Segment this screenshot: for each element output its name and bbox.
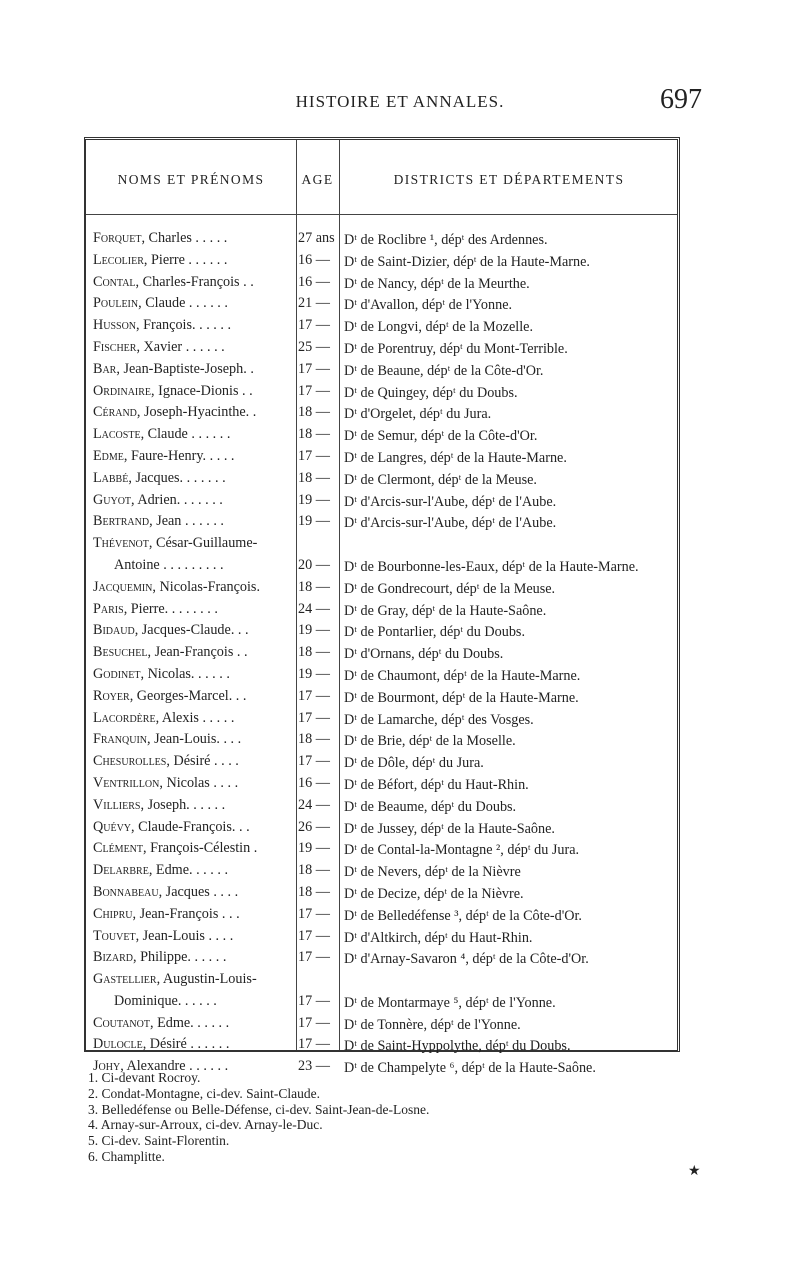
surname: Dulocle (93, 1036, 143, 1053)
surname: Bertrand (93, 513, 150, 530)
footnote: 2. Condat-Montagne, ci-dev. Saint-Claude. (88, 1085, 320, 1101)
age: 17 — (298, 1014, 330, 1031)
surname: Labbé (93, 469, 129, 486)
footnote: 1. Ci-devant Rocroy. (88, 1070, 201, 1085)
person-name (93, 971, 293, 988)
age: 17 — (298, 382, 330, 399)
age: 18 — (298, 644, 330, 661)
district: Dᵗ de Beaume, dépᵗ du Doubs. (344, 798, 517, 815)
given-names: , Nicolas. . . . . . (140, 665, 230, 682)
person-name (93, 622, 293, 639)
table-row (86, 404, 677, 426)
given-names: , Jean . . . . . . (149, 513, 224, 530)
page-number: 697 (660, 84, 702, 115)
footnote: 6. Champlitte. (88, 1148, 165, 1164)
given-names: , Claude . . . . . . (140, 426, 231, 443)
district: Dᵗ de Brie, dépᵗ de la Moselle. (344, 733, 516, 750)
age: 17 — (298, 709, 330, 726)
given-names: , Alexandre . . . . . . (120, 1058, 229, 1075)
table-row (86, 513, 677, 535)
surname: Royer (93, 687, 130, 704)
given-names: , Philippe. . . . . . (133, 949, 227, 966)
given-names: , César-Guillaume- (148, 535, 258, 552)
district: Dᵗ d'Arnay-Savaron ⁴, dépᵗ de la Côte-d'Or. (344, 951, 589, 968)
surname: Bar (93, 360, 117, 377)
table-row (86, 949, 677, 971)
surname: Chipru (93, 905, 133, 922)
surname: Bonnabeau (93, 883, 159, 900)
surname: Contal (93, 273, 136, 290)
table-row (86, 426, 677, 448)
given-names: , Jean-François . . . (132, 905, 240, 922)
surname: Clément (93, 840, 144, 857)
given-names: , Adrien. . . . . . . (131, 491, 223, 508)
given-names: , Faure-Henry. . . . . (123, 447, 235, 464)
table-row (86, 361, 677, 383)
district: Dᵗ de Champelyte ⁶, dépᵗ de la Haute-Saône. (344, 1060, 596, 1077)
table-row (86, 1015, 677, 1037)
given-names: , François-Célestin . (143, 840, 258, 857)
district: Dᵗ d'Orgelet, dépᵗ du Jura. (344, 406, 492, 423)
age: 17 — (298, 317, 330, 334)
district: Dᵗ de Dôle, dépᵗ du Jura. (344, 755, 484, 772)
table-body (86, 230, 677, 1080)
age: 26 — (298, 818, 330, 835)
table-row (86, 797, 677, 819)
table-row (86, 731, 677, 753)
person-name (93, 906, 293, 923)
surname: Jacquemin (93, 578, 153, 595)
surname: Ordinaire (93, 382, 152, 399)
age: 17 — (298, 687, 330, 704)
table-row (86, 601, 677, 623)
person-name (93, 1036, 293, 1053)
district: Dᵗ de Gray, dépᵗ de la Haute-Saône. (344, 602, 547, 619)
district: Dᵗ d'Arcis-sur-l'Aube, dépᵗ de l'Aube. (344, 493, 557, 510)
district: Dᵗ de Béfort, dépᵗ du Haut-Rhin. (344, 776, 529, 793)
person-name (93, 383, 293, 400)
age: 19 — (298, 491, 330, 508)
district: Dᵗ d'Arcis-sur-l'Aube, dépᵗ de l'Aube. (344, 515, 557, 532)
age: 17 — (298, 1036, 330, 1053)
surname: Touvet (93, 927, 136, 944)
given-names: , Edme. . . . . . (148, 862, 229, 879)
person-name (93, 797, 293, 814)
given-names: , Jean-François . . (147, 644, 248, 661)
age: 16 — (298, 774, 330, 791)
surname: Bidaud (93, 622, 135, 639)
given-names: , Charles . . . . . (141, 230, 228, 246)
given-names-continued: Antoine . . . . . . . . . (114, 556, 224, 573)
surname: Lecolier (93, 251, 144, 268)
person-name (93, 884, 293, 901)
person-name (93, 579, 293, 596)
person-name (93, 513, 293, 530)
table-row (86, 274, 677, 296)
table-row (86, 448, 677, 470)
header-districts: DISTRICTS ET DÉPARTEMENTS (393, 172, 625, 187)
table-row (86, 622, 677, 644)
district: Dᵗ de Tonnère, dépᵗ de l'Yonne. (344, 1016, 521, 1033)
district: Dᵗ de Saint-Hyppolythe, dépᵗ du Doubs. (344, 1038, 571, 1055)
footnote: 3. Belledéfense ou Belle-Défense, ci-dev. Saint-Jean-de-Losne. (88, 1101, 430, 1117)
given-names: , Jacques-Claude. . . (134, 622, 249, 639)
person-name (93, 840, 293, 857)
given-names: , Jean-Louis. . . . (147, 731, 242, 748)
district: Dᵗ de Langres, dépᵗ de la Haute-Marne. (344, 449, 567, 466)
person-name (93, 731, 293, 748)
district: Dᵗ de Longvi, dépᵗ de la Mozelle. (344, 319, 534, 336)
surname: Lacoste (93, 426, 141, 443)
given-names: , Xavier . . . . . . (136, 338, 225, 355)
surname: Villiers (93, 796, 141, 813)
person-name (93, 295, 293, 312)
surname: Coutanot (93, 1014, 150, 1031)
surname: Lacordère (93, 709, 156, 726)
age: 17 — (298, 360, 330, 377)
footnotes (88, 1070, 708, 1165)
running-head (0, 84, 800, 118)
age: 17 — (298, 753, 330, 770)
table-row (86, 1036, 677, 1058)
given-names: , Jean-Louis . . . . (135, 927, 234, 944)
surname: Franquin (93, 731, 147, 748)
district: Dᵗ de Nevers, dépᵗ de la Nièvre (344, 864, 521, 881)
person-name (93, 492, 293, 509)
district: Dᵗ de Quingey, dépᵗ du Doubs. (344, 384, 518, 401)
surname: Poulein (93, 295, 139, 312)
person-name (93, 252, 293, 269)
given-names: , Nicolas . . . . (159, 774, 239, 791)
person-name (93, 339, 293, 356)
age: 17 — (298, 949, 330, 966)
table-row (86, 295, 677, 317)
given-names: , Pierre . . . . . . (143, 251, 228, 268)
age: 21 — (298, 295, 330, 312)
age: 23 — (298, 1058, 330, 1075)
district: Dᵗ de Bourbonne-les-Eaux, dépᵗ de la Haute-Marne. (344, 558, 639, 575)
table-row (86, 928, 677, 950)
age: 19 — (298, 840, 330, 857)
table-row (86, 753, 677, 775)
district: Dᵗ de Saint-Dizier, dépᵗ de la Haute-Marne. (344, 253, 590, 270)
table-row (86, 470, 677, 492)
age: 19 — (298, 665, 330, 682)
table-row (86, 688, 677, 710)
table-row (86, 775, 677, 797)
person-name (93, 949, 293, 966)
given-names: , Désiré . . . . . . (142, 1036, 230, 1053)
district: Dᵗ d'Ornans, dépᵗ du Doubs. (344, 646, 504, 663)
person-name (93, 753, 293, 770)
surname: Thévenot (93, 535, 149, 552)
age: 20 — (298, 556, 330, 573)
district: Dᵗ de Gondrecourt, dépᵗ de la Meuse. (344, 580, 556, 597)
given-names: , Charles-François . . (135, 273, 254, 290)
given-names: , Alexis . . . . . (155, 709, 235, 726)
table-row (86, 579, 677, 601)
district: Dᵗ de Nancy, dépᵗ de la Meurthe. (344, 275, 530, 292)
given-names: , Désiré . . . . (166, 753, 239, 770)
given-names: , Joseph-Hyacinthe. . (136, 404, 257, 421)
person-name (93, 688, 293, 705)
table-row (86, 862, 677, 884)
surname: Edme (93, 447, 124, 464)
age: 17 — (298, 992, 330, 1009)
person-name (93, 775, 293, 792)
roster-table (84, 137, 680, 1077)
person-name (93, 710, 293, 727)
age: 25 — (298, 338, 330, 355)
district: Dᵗ de Montarmaye ⁵, dépᵗ de l'Yonne. (344, 994, 556, 1011)
table-row (86, 884, 677, 906)
district: Dᵗ de Lamarche, dépᵗ des Vosges. (344, 711, 534, 728)
person-name (93, 426, 293, 443)
header-rule (86, 214, 677, 215)
age: 27 ans (298, 230, 335, 246)
given-names-continued: Dominique. . . . . . (114, 992, 217, 1009)
district: Dᵗ de Semur, dépᵗ de la Côte-d'Or. (344, 428, 538, 445)
given-names: , Edme. . . . . . (150, 1014, 230, 1031)
age: 17 — (298, 447, 330, 464)
person-name (93, 448, 293, 465)
district: Dᵗ de Porentruy, dépᵗ du Mont-Terrible. (344, 340, 568, 357)
table-row (86, 339, 677, 361)
end-mark: ★ (688, 1164, 701, 1179)
given-names: , Pierre. . . . . . . . (123, 600, 218, 617)
surname: Ventrillon (93, 774, 160, 791)
given-names: , Ignace-Dionis . . (151, 382, 253, 399)
person-name (93, 666, 293, 683)
district: Dᵗ de Chaumont, dépᵗ de la Haute-Marne. (344, 667, 581, 684)
table-row (86, 317, 677, 339)
person-name (93, 644, 293, 661)
surname: Quévy (93, 818, 132, 835)
table-row (86, 840, 677, 862)
district: Dᵗ de Bourmont, dépᵗ de la Haute-Marne. (344, 689, 579, 706)
age: 17 — (298, 927, 330, 944)
district: Dᵗ de Clermont, dépᵗ de la Meuse. (344, 471, 537, 488)
surname: Besuchel (93, 644, 148, 661)
table-row (86, 666, 677, 688)
district: Dᵗ d'Avallon, dépᵗ de l'Yonne. (344, 297, 513, 314)
table-row (86, 383, 677, 405)
age: 18 — (298, 404, 330, 421)
given-names: , Nicolas-François. (152, 578, 260, 595)
district: Dᵗ de Beaune, dépᵗ de la Côte-d'Or. (344, 362, 544, 379)
surname: Forquet (93, 230, 142, 246)
person-name (93, 274, 293, 291)
person-name (93, 862, 293, 879)
surname: Johy (93, 1058, 121, 1075)
district: Dᵗ de Belledéfense ³, dépᵗ de la Côte-d'Or. (344, 907, 582, 924)
age: 18 — (298, 469, 330, 486)
person-name (93, 601, 293, 618)
age: 18 — (298, 578, 330, 595)
age: 19 — (298, 513, 330, 530)
age: 16 — (298, 273, 330, 290)
given-names: , Augustin-Louis- (156, 971, 257, 988)
table-row (86, 710, 677, 732)
surname: Husson (93, 317, 137, 334)
person-name (93, 535, 293, 552)
person-name (93, 470, 293, 487)
given-names: , Joseph. . . . . . (140, 796, 226, 813)
header-age: AGE (301, 172, 334, 187)
district: Dᵗ de Contal-la-Montagne ², dépᵗ du Jura. (344, 842, 580, 859)
table-row (86, 644, 677, 666)
footnote: 4. Arnay-sur-Arroux, ci-dev. Arnay-le-Duc. (88, 1117, 323, 1133)
person-name (93, 819, 293, 836)
table-row (86, 819, 677, 841)
table-row (86, 252, 677, 274)
surname: Cérand (93, 404, 137, 421)
age: 18 — (298, 731, 330, 748)
surname: Chesurolles (93, 753, 167, 770)
age: 17 — (298, 905, 330, 922)
person-name (93, 361, 293, 378)
district: Dᵗ de Pontarlier, dépᵗ du Doubs. (344, 624, 525, 641)
person-name (93, 317, 293, 334)
age: 18 — (298, 426, 330, 443)
given-names: , Jean-Baptiste-Joseph. . (116, 360, 254, 377)
surname: Godinet (93, 665, 141, 682)
age: 18 — (298, 862, 330, 879)
age: 24 — (298, 796, 330, 813)
given-names: , Claude . . . . . . (138, 295, 228, 312)
age: 16 — (298, 251, 330, 268)
person-name (93, 230, 293, 247)
district: Dᵗ d'Altkirch, dépᵗ du Haut-Rhin. (344, 929, 533, 946)
table-row (86, 492, 677, 514)
surname: Bizard (93, 949, 134, 966)
footnote: 5. Ci-dev. Saint-Florentin. (88, 1133, 230, 1149)
surname: Gastellier (93, 971, 157, 988)
age: 24 — (298, 600, 330, 617)
header-names: NOMS ET PRÉNOMS (117, 172, 265, 187)
surname: Paris (93, 600, 124, 617)
person-name (93, 928, 293, 945)
given-names: , François. . . . . . (136, 317, 232, 334)
table-row (86, 230, 677, 252)
district: Dᵗ de Decize, dépᵗ de la Nièvre. (344, 885, 524, 902)
given-names: , Jacques . . . . (158, 883, 239, 900)
person-name (93, 404, 293, 421)
given-names: , Georges-Marcel. . . (129, 687, 247, 704)
surname: Fischer (93, 338, 137, 355)
given-names: , Jacques. . . . . . . (128, 469, 226, 486)
age: 19 — (298, 622, 330, 639)
person-name (93, 1015, 293, 1032)
surname: Delarbre (93, 862, 149, 879)
table-row (86, 971, 677, 1015)
table-row (86, 535, 677, 579)
district: Dᵗ de Jussey, dépᵗ de la Haute-Saône. (344, 820, 555, 837)
table-row (86, 906, 677, 928)
surname: Guyot (93, 491, 132, 508)
given-names: , Claude-François. . . (131, 818, 250, 835)
district: Dᵗ de Roclibre ¹, dépᵗ des Ardennes. (344, 232, 548, 248)
running-title: HISTOIRE ET ANNALES. (295, 92, 505, 111)
age: 18 — (298, 883, 330, 900)
